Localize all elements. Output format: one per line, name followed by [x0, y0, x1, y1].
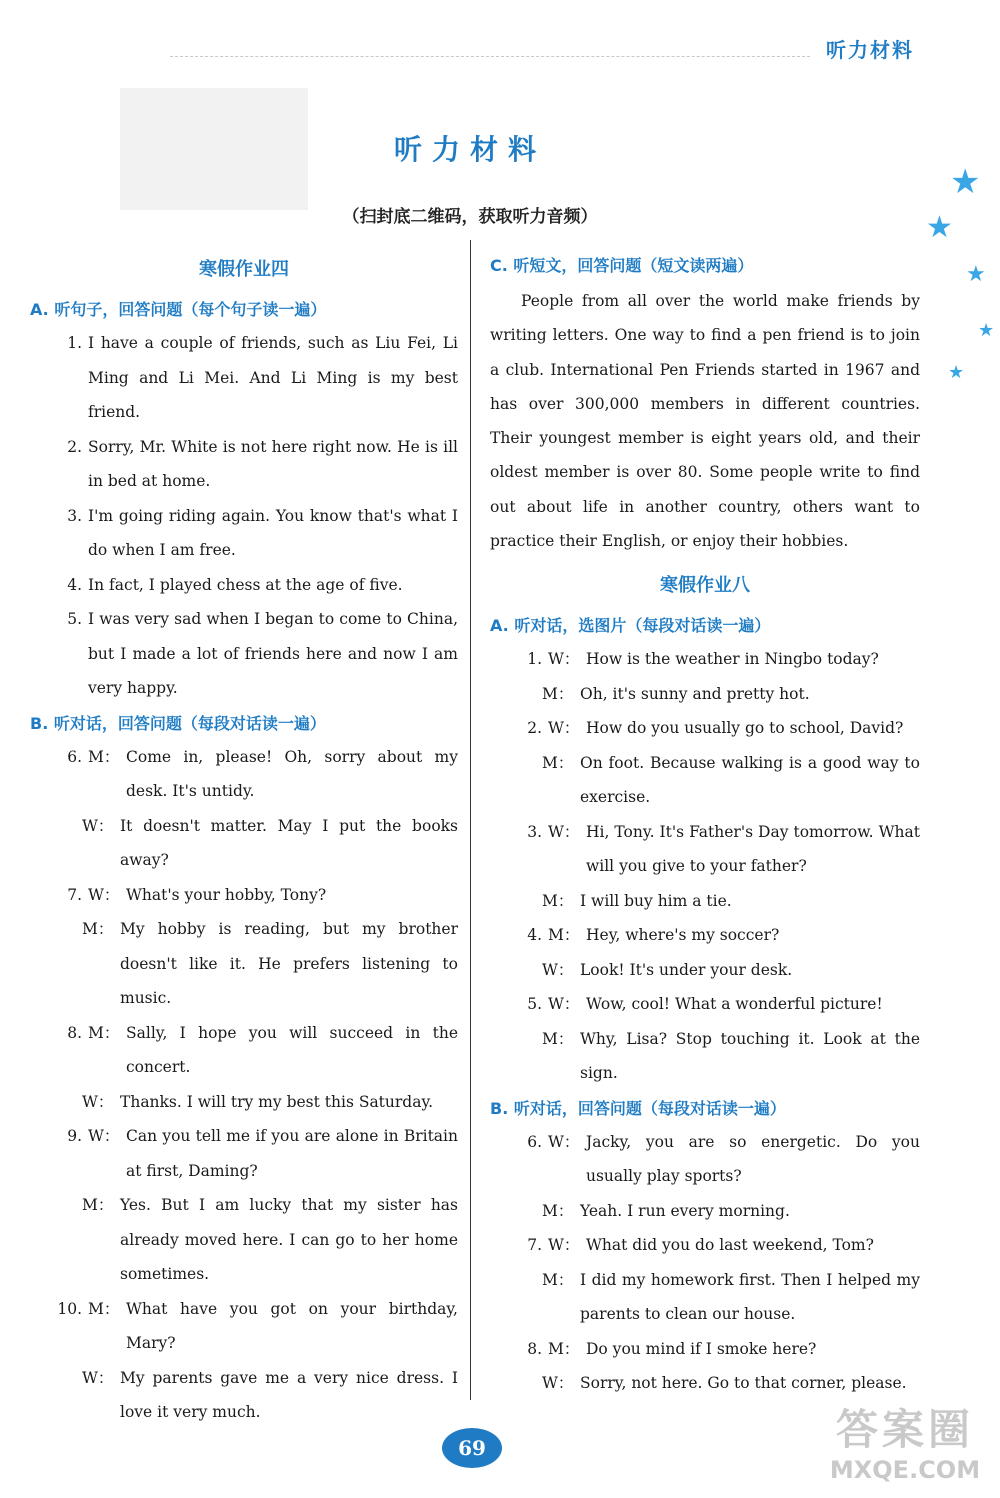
sentence-list: [30, 326, 458, 706]
dialog-item: [490, 987, 920, 1091]
dialog-line: [490, 987, 920, 1022]
section-title: 寒假作业四: [199, 259, 289, 280]
watermark: [820, 1405, 990, 1485]
dialog-text: My parents gave me a very nice dress. I love it very much.: [120, 1368, 458, 1421]
dialog-list: [490, 1125, 920, 1401]
speaker-label: M：: [542, 1029, 574, 1048]
dialog-line: [30, 1016, 458, 1085]
speaker-label: M：: [82, 920, 114, 938]
speaker-label: W：: [82, 1368, 114, 1387]
dialog-line: [490, 815, 920, 884]
dialog-text: Can you tell me if you are alone in Britain at first, Daming?: [126, 1127, 458, 1180]
star-icon: ★: [978, 320, 995, 341]
dialog-line: [490, 918, 920, 953]
dialog-text: Look! It's under your desk.: [580, 960, 793, 979]
speaker-label: W：: [548, 822, 580, 841]
item-number: 8.: [67, 1023, 82, 1042]
dialog-text: It doesn't matter. May I put the books away?: [120, 816, 458, 869]
speaker-label: W：: [82, 816, 114, 835]
speaker-label: M：: [88, 747, 120, 766]
dialog-line: [30, 878, 458, 913]
item-number: 7.: [67, 885, 82, 904]
dialog-text: Do you mind if I smoke here?: [586, 1339, 817, 1358]
dialog-list: [30, 740, 458, 1430]
part-heading: C. 听短文，回答问题（短文读两遍）: [490, 256, 754, 275]
speaker-label: W：: [82, 1092, 114, 1111]
item-text: I was very sad when I began to come to China, but I made a lot of friends here and now I am very happy.: [88, 610, 458, 697]
item-text: In fact, I played chess at the age of five.: [88, 575, 403, 594]
speaker-label: M：: [548, 926, 580, 945]
item-number: 4.: [67, 575, 82, 594]
dialog-item: [30, 1119, 458, 1292]
dialog-item: [30, 740, 458, 878]
speaker-label: W：: [542, 1374, 574, 1393]
passage: People from all over the world make friends by writing letters. One way to find a pen friend is to join a club. International Pen Friends started in 1967 and has over 300,000 members in different countries. Their youngest member is eight years old, and their oldest member is over 80. Some people write to find out about life in another country, others want to practice their English, or enjoy their hobbies.: [490, 292, 920, 551]
section-title: 寒假作业八: [660, 575, 750, 597]
item-text: Sorry, Mr. White is not here right now. He is ill in bed at home.: [88, 437, 458, 490]
list-item: [30, 602, 458, 706]
speaker-label: W：: [88, 1127, 120, 1145]
watermark-logo: 答案圈: [835, 1405, 974, 1454]
dialog-text: Oh, it's sunny and pretty hot.: [580, 684, 810, 703]
dialog-line: [82, 1361, 458, 1430]
dialog-text: Yes. But I am lucky that my sister has already moved here. I can go to her home sometimes.: [120, 1196, 458, 1283]
item-number: 5.: [67, 610, 82, 628]
dialog-text: What did you do last weekend, Tom?: [586, 1236, 874, 1255]
dialog-text: On foot. Because walking is a good way to exercise.: [580, 753, 920, 807]
dialog-text: Sally, I hope you will succeed in the concert.: [126, 1023, 458, 1076]
dialog-item: [490, 1332, 920, 1401]
dialog-text: What have you got on your birthday, Mary?: [126, 1299, 458, 1352]
dialog-text: What's your hobby, Tony?: [126, 885, 327, 904]
dialog-line: [490, 1228, 920, 1263]
header-tag: 听力材料: [826, 38, 914, 62]
dialog-item: [30, 878, 458, 1016]
dialog-item: [490, 1125, 920, 1229]
item-number: 5.: [527, 995, 542, 1014]
dialog-text: Jacky, you are so energetic. Do you usually play sports?: [586, 1132, 920, 1186]
part-heading: B. 听对话，回答问题（每段对话读一遍）: [30, 713, 326, 733]
part-heading: A. 听句子，回答问题（每个句子读一遍）: [30, 300, 327, 319]
right-column: [490, 248, 920, 1401]
dialog-text: Come in, please! Oh, sorry about my desk. It's untidy.: [126, 747, 458, 800]
speaker-label: W：: [548, 650, 580, 669]
column-divider: [470, 240, 471, 1400]
dialog-item: [490, 711, 920, 815]
dialog-line: [82, 809, 458, 878]
dialog-item: [490, 815, 920, 919]
item-number: 6.: [527, 1132, 542, 1151]
dialog-item: [30, 1292, 458, 1430]
speaker-label: W：: [548, 1132, 580, 1151]
star-icon: ★: [948, 362, 965, 383]
item-text: I'm going riding again. You know that's what I do when I am free.: [88, 506, 458, 559]
page-subtitle: （扫封底二维码，获取听力音频）: [342, 207, 598, 227]
dialog-line: [82, 1085, 458, 1120]
speaker-label: W：: [548, 719, 580, 738]
star-icon: ★: [966, 262, 986, 287]
dialog-text: Thanks. I will try my best this Saturday.: [120, 1092, 434, 1111]
item-number: 3.: [67, 506, 82, 525]
dialog-line: [542, 677, 920, 712]
dialog-line: [542, 884, 920, 919]
item-number: 8.: [527, 1339, 542, 1358]
dialog-item: [490, 642, 920, 711]
list-item: [30, 499, 458, 568]
item-number: 4.: [527, 926, 542, 945]
item-number: 7.: [527, 1236, 542, 1255]
dialog-line: [490, 711, 920, 746]
dialog-text: How do you usually go to school, David?: [586, 719, 904, 738]
page-title: 听力材料: [393, 133, 546, 166]
dialog-text: My hobby is reading, but my brother doesn't like it. He prefers listening to music.: [120, 920, 458, 1007]
dialog-line: [490, 1332, 920, 1367]
item-number: 1.: [67, 334, 82, 352]
part-heading: B. 听对话，回答问题（每段对话读一遍）: [490, 1098, 786, 1118]
dialog-text: How is the weather in Ningbo today?: [586, 650, 879, 669]
list-item: [30, 326, 458, 430]
item-number: 10.: [57, 1299, 82, 1318]
dialog-line: [542, 1194, 920, 1229]
dialog-line: [542, 1022, 920, 1091]
part-heading: A. 听对话，选图片（每段对话读一遍）: [490, 616, 771, 636]
star-icon: ★: [926, 210, 953, 245]
dialog-text: Why, Lisa? Stop touching it. Look at the sign.: [580, 1029, 920, 1083]
speaker-label: W：: [88, 885, 120, 904]
dialog-line: [30, 1119, 458, 1188]
dialog-text: I will buy him a tie.: [580, 891, 732, 910]
page-number: 69: [442, 1428, 502, 1468]
dialog-text: I did my homework first. Then I helped my parents to clean our house.: [580, 1270, 920, 1324]
dialog-line: [82, 1188, 458, 1292]
item-number: 9.: [67, 1127, 82, 1145]
item-number: 1.: [527, 650, 542, 669]
item-number: 6.: [67, 747, 82, 766]
dialog-item: [490, 918, 920, 987]
dialog-line: [542, 746, 920, 815]
speaker-label: M：: [82, 1196, 114, 1214]
dialog-line: [490, 1125, 920, 1194]
speaker-label: M：: [542, 753, 574, 772]
item-text: I have a couple of friends, such as Liu Fei, Li Ming and Li Mei. And Li Ming is my best friend.: [88, 334, 458, 421]
dialog-line: [542, 1366, 920, 1401]
speaker-label: M：: [542, 1270, 574, 1289]
watermark-site: MXQE.COM: [829, 1456, 981, 1484]
dialog-item: [30, 1016, 458, 1120]
speaker-label: W：: [542, 960, 574, 979]
speaker-label: M：: [542, 891, 574, 910]
dialog-line: [542, 1263, 920, 1332]
item-number: 3.: [527, 822, 542, 841]
dialog-line: [30, 740, 458, 809]
speaker-label: M：: [542, 684, 574, 703]
star-icon: ★: [950, 162, 981, 202]
list-item: [30, 430, 458, 499]
speaker-label: W：: [548, 1236, 580, 1255]
dialog-text: Sorry, not here. Go to that corner, please.: [580, 1374, 907, 1393]
item-number: 2.: [67, 437, 82, 456]
header-divider: [170, 56, 810, 57]
speaker-label: M：: [88, 1299, 120, 1318]
list-item: [30, 568, 458, 603]
speaker-label: M：: [88, 1023, 120, 1042]
speaker-label: M：: [542, 1201, 574, 1220]
dialog-line: [490, 642, 920, 677]
speaker-label: W：: [548, 995, 580, 1014]
dialog-line: [30, 1292, 458, 1361]
dialog-text: Yeah. I run every morning.: [580, 1201, 790, 1220]
left-column: [30, 248, 458, 1430]
dialog-text: Hi, Tony. It's Father's Day tomorrow. What will you give to your father?: [586, 822, 920, 876]
dialog-text: Wow, cool! What a wonderful picture!: [586, 995, 883, 1014]
dialog-line: [82, 912, 458, 1016]
dialog-line: [542, 953, 920, 988]
item-number: 2.: [527, 719, 542, 738]
speaker-label: M：: [548, 1339, 580, 1358]
dialog-list: [490, 642, 920, 1091]
dialog-text: Hey, where's my soccer?: [586, 926, 780, 945]
dialog-item: [490, 1228, 920, 1332]
